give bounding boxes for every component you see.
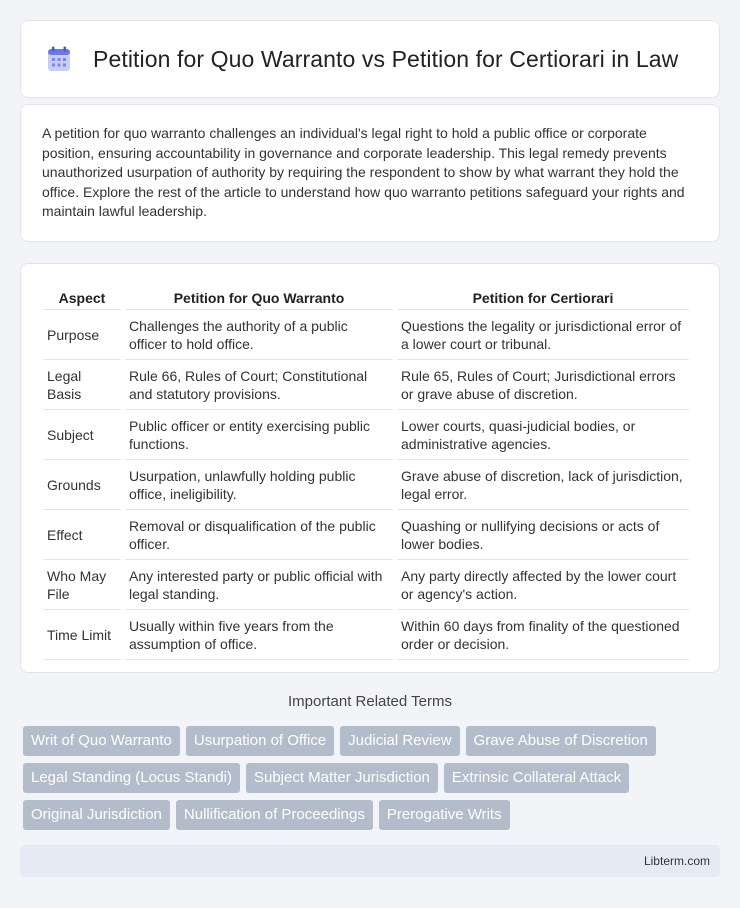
row-certiorari: Any party directly affected by the lower court or agency's action. — [397, 562, 689, 610]
row-certiorari: Quashing or nullifying decisions or acts of lower bodies. — [397, 512, 689, 560]
header-card — [20, 20, 720, 98]
table-row — [43, 562, 689, 610]
related-term-tag[interactable]: Judicial Review — [340, 726, 459, 756]
related-term-tag[interactable]: Writ of Quo Warranto — [23, 726, 180, 756]
row-aspect: Grounds — [43, 462, 121, 510]
related-term-tag[interactable]: Prerogative Writs — [379, 800, 510, 830]
related-term-tag[interactable]: Usurpation of Office — [186, 726, 334, 756]
table-row — [43, 312, 689, 360]
row-aspect: Effect — [43, 512, 121, 560]
comparison-table — [39, 284, 693, 662]
comparison-table-card — [20, 263, 720, 673]
row-certiorari: Questions the legality or jurisdictional error of a lower court or tribunal. — [397, 312, 689, 360]
row-quo-warranto: Challenges the authority of a public officer to hold office. — [125, 312, 393, 360]
row-aspect: Purpose — [43, 312, 121, 360]
table-row — [43, 612, 689, 660]
row-aspect: Legal Basis — [43, 362, 121, 410]
row-quo-warranto: Rule 66, Rules of Court; Constitutional and statutory provisions. — [125, 362, 393, 410]
row-quo-warranto: Removal or disqualification of the public officer. — [125, 512, 393, 560]
row-certiorari: Within 60 days from finality of the questioned order or decision. — [397, 612, 689, 660]
row-certiorari: Grave abuse of discretion, lack of jurisdiction, legal error. — [397, 462, 689, 510]
related-term-tag[interactable]: Nullification of Proceedings — [176, 800, 373, 830]
related-term-tag[interactable]: Grave Abuse of Discretion — [466, 726, 656, 756]
column-header-aspect: Aspect — [43, 286, 121, 310]
related-terms-list — [23, 726, 723, 830]
row-certiorari: Rule 65, Rules of Court; Jurisdictional errors or grave abuse of discretion. — [397, 362, 689, 410]
table-row — [43, 512, 689, 560]
intro-card — [20, 104, 720, 242]
column-header-certiorari: Petition for Certiorari — [397, 286, 689, 310]
related-term-tag[interactable]: Subject Matter Jurisdiction — [246, 763, 438, 793]
row-aspect: Time Limit — [43, 612, 121, 660]
row-quo-warranto: Any interested party or public official with legal standing. — [125, 562, 393, 610]
related-term-tag[interactable]: Original Jurisdiction — [23, 800, 170, 830]
footer-site-link[interactable]: Libterm.com — [643, 854, 710, 868]
related-term-tag[interactable]: Legal Standing (Locus Standi) — [23, 763, 240, 793]
table-row — [43, 412, 689, 460]
table-header-row — [43, 286, 689, 310]
table-row — [43, 462, 689, 510]
page-title: Petition for Quo Warranto vs Petition for Certiorari in Law — [93, 45, 679, 72]
column-header-quo-warranto: Petition for Quo Warranto — [125, 286, 393, 310]
intro-paragraph: A petition for quo warranto challenges an individual's legal right to hold a public office or corporate position, ensuring accountability in governance and corporate leadership. This legal remedy prevents unauthorized usurpation of authority by requiring the respondent to show by what warrant they hold the office. Explore the rest of the article to understand how quo warranto petitions safeguard your rights and maintain lawful leadership. — [42, 125, 685, 220]
footer — [20, 845, 720, 877]
row-quo-warranto: Public officer or entity exercising public functions. — [125, 412, 393, 460]
row-aspect: Subject — [43, 412, 121, 460]
calendar-icon — [47, 46, 71, 72]
related-terms-title: Important Related Terms — [288, 693, 452, 710]
table-row — [43, 362, 689, 410]
row-certiorari: Lower courts, quasi-judicial bodies, or administrative agencies. — [397, 412, 689, 460]
row-quo-warranto: Usually within five years from the assumption of office. — [125, 612, 393, 660]
related-term-tag[interactable]: Extrinsic Collateral Attack — [444, 763, 629, 793]
row-quo-warranto: Usurpation, unlawfully holding public office, ineligibility. — [125, 462, 393, 510]
row-aspect: Who May File — [43, 562, 121, 610]
